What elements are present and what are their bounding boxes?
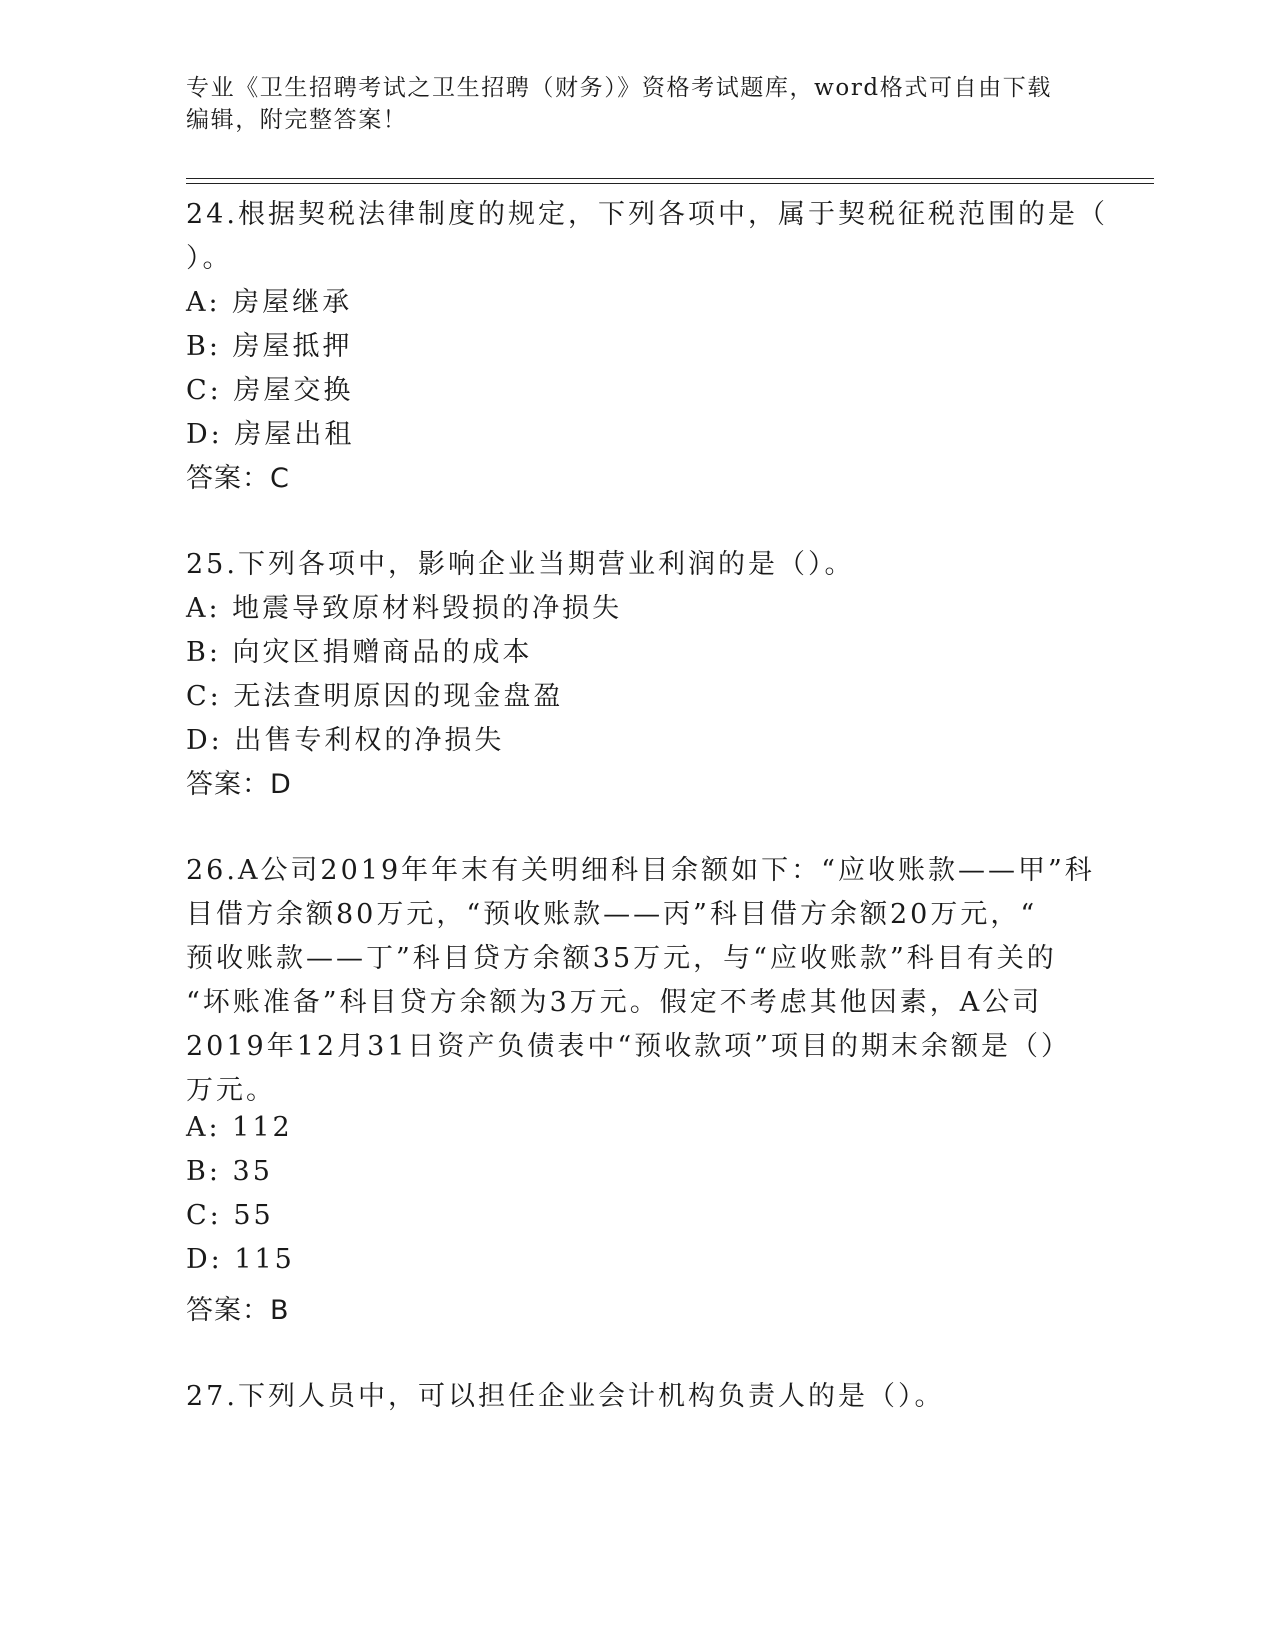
question-26-stem-line-5: 2019年12月31日资产负债表中“预收款项”项目的期末余额是（） — [186, 1031, 1072, 1062]
question-24-option-a: A: 房屋继承 — [186, 287, 353, 318]
question-26-option-a: A: 112 — [186, 1112, 293, 1143]
question-24-option-b: B: 房屋抵押 — [186, 331, 353, 362]
question-26-stem-line-2: 目借方余额80万元，“预收账款——丙”科目借方余额20万元，“ — [186, 899, 1038, 930]
question-26-answer: 答案：B — [186, 1295, 290, 1326]
question-27-stem-line-1: 27.下列人员中，可以担任企业会计机构负责人的是（）。 — [186, 1381, 945, 1412]
header-line-1: 专业《卫生招聘考试之卫生招聘（财务）》资格考试题库，word格式可自由下载 — [186, 75, 1052, 101]
question-24-option-c: C: 房屋交换 — [186, 375, 354, 406]
question-25-option-a: A: 地震导致原材料毁损的净损失 — [186, 593, 623, 624]
header-divider-bottom — [186, 183, 1154, 184]
question-25-option-c: C: 无法查明原因的现金盘盈 — [186, 681, 564, 712]
question-26-stem-line-6: 万元。 — [186, 1075, 276, 1106]
header-divider-top — [186, 178, 1154, 179]
question-24-option-d: D: 房屋出租 — [186, 419, 355, 450]
question-25-option-b: B: 向灾区捐赠商品的成本 — [186, 637, 533, 668]
question-26-option-c: C: 55 — [186, 1200, 274, 1231]
question-25-stem-line-1: 25.下列各项中，影响企业当期营业利润的是（）。 — [186, 549, 855, 580]
document-header — [186, 72, 1086, 136]
question-26-stem-line-1: 26.A公司2019年年末有关明细科目余额如下：“应收账款——甲”科 — [186, 855, 1095, 886]
question-26-option-d: D: 115 — [186, 1244, 295, 1275]
question-24-answer: 答案：C — [186, 463, 290, 494]
question-26-stem-line-4: “坏账准备”科目贷方余额为3万元。假定不考虑其他因素，A公司 — [186, 987, 1043, 1018]
header-line-2: 编辑，附完整答案！ — [186, 107, 408, 133]
question-26-stem-line-3: 预收账款——丁”科目贷方余额35万元，与“应收账款”科目有关的 — [186, 943, 1057, 974]
question-24-stem-line-1: 24.根据契税法律制度的规定，下列各项中，属于契税征税范围的是（ — [186, 199, 1108, 230]
question-25-option-d: D: 出售专利权的净损失 — [186, 725, 505, 756]
question-25-answer: 答案：D — [186, 769, 292, 800]
question-24-stem-line-2: ）。 — [186, 243, 233, 274]
question-26-option-b: B: 35 — [186, 1156, 273, 1187]
